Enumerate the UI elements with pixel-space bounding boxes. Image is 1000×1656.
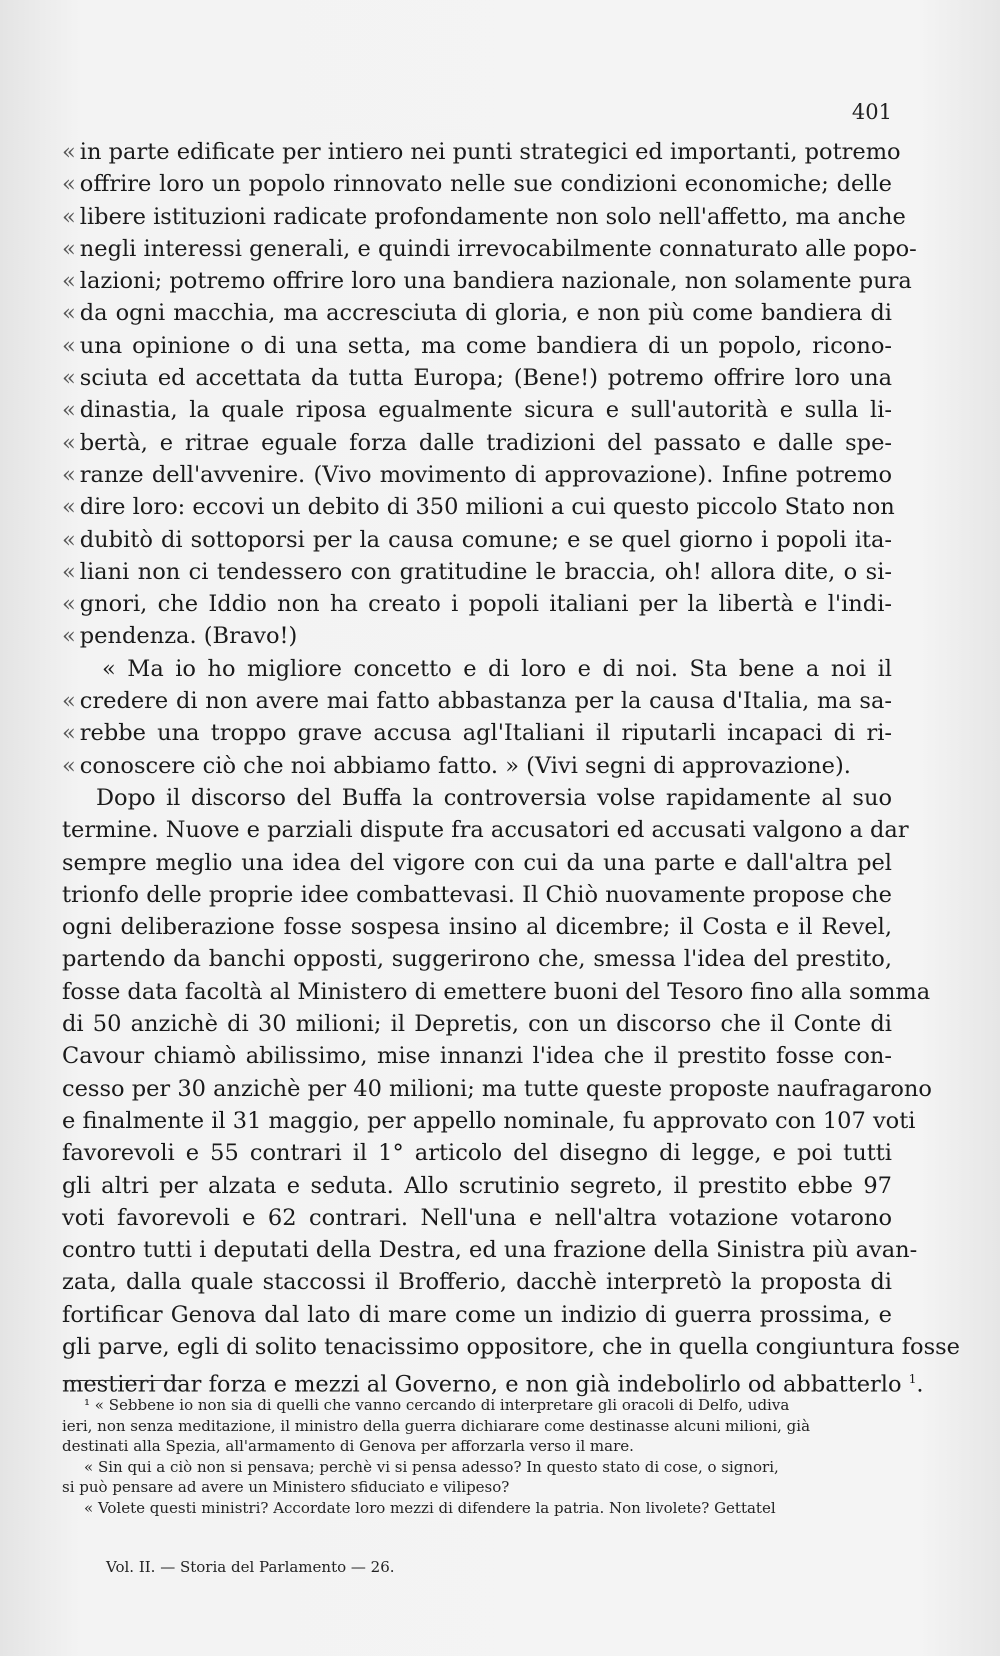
- text-line: fosse data facoltà al Ministero di emettere buoni del Tesoro fino alla somma: [62, 978, 931, 1005]
- text-line: contro tutti i deputati della Destra, ed una frazione della Sinistra più avan-: [62, 1237, 918, 1264]
- text-line: « negli interessi generali, e quindi irrevocabilmente connaturato alle popo-: [62, 235, 917, 262]
- text-line: di 50 anzichè di 30 milioni; il Depretis, con un discorso che il Conte di: [62, 1011, 892, 1038]
- text-line: cesso per 30 anzichè per 40 milioni; ma tutte queste proposte naufragarono: [62, 1075, 932, 1102]
- footnote-marker: 1: [908, 1372, 917, 1387]
- text-line: « lazioni; potremo offrire loro una bandiera nazionale, non solamente pura: [62, 268, 912, 295]
- text-line: « rebbe una troppo grave accusa agl'Italiani il riputarli incapaci di ri-: [62, 720, 892, 747]
- text-line: « gnori, che Iddio non ha creato i popoli italiani per la libertà e l'indi-: [62, 591, 892, 618]
- text-line: « dire loro: eccovi un debito di 350 milioni a cui questo piccolo Stato non: [62, 494, 895, 521]
- page-number: 401: [851, 100, 892, 124]
- footnote-line: « Volete questi ministri? Accordate loro mezzi di difendere la patria. Non livolete? Gettatel: [84, 1498, 776, 1517]
- text-line: « dubitò di sottoporsi per la causa comune; e se quel giorno i popoli ita-: [62, 526, 892, 553]
- text-line: gli parve, egli di solito tenacissimo oppositore, che in quella congiuntura fosse: [62, 1333, 961, 1360]
- text-line: « da ogni macchia, ma accresciuta di gloria, e non più come bandiera di: [62, 300, 892, 327]
- footnote-line: si può pensare ad avere un Ministero sfiduciato e vilipeso?: [62, 1478, 510, 1496]
- text-line: « ranze dell'avvenire. (Vivo movimento di approvazione). Infine potremo: [62, 461, 892, 488]
- text-line: mestieri dar forza e mezzi al Governo, e non già indebolirlo od abbatterlo $^1$.: [62, 1371, 924, 1398]
- main-text: [62, 136, 961, 1401]
- text-line: « dinastia, la quale riposa egualmente sicura e sull'autorità e sulla li-: [62, 397, 892, 424]
- text-line: « pendenza. (Bravo!): [62, 623, 298, 650]
- text-line: « in parte edificate per intiero nei punti strategici ed importanti, potremo: [62, 139, 901, 165]
- footnote-line: ¹ « Sebbene io non sia di quelli che vanno cercando di interpretare gli oracoli di Delfo, udiva: [84, 1396, 790, 1414]
- text-line: sempre meglio una idea del vigore con cui da una parte e dall'altra pel: [62, 849, 892, 876]
- text-line: partendo da banchi opposti, suggerirono che, smessa l'idea del prestito,: [62, 946, 892, 973]
- text-line: fortificar Genova dal lato di mare come un indizio di guerra prossima, e: [62, 1301, 892, 1328]
- text-line: « bertà, e ritrae eguale forza dalle tradizioni del passato e dalle spe-: [62, 429, 892, 456]
- footnote-line: « Sin qui a ciò non si pensava; perchè vi si pensa adesso? In questo stato di cose, o signori,: [84, 1457, 779, 1476]
- text-line: « sciuta ed accettata da tutta Europa; (Bene!) potremo offrire loro una: [62, 365, 892, 392]
- volume-signature: Vol. II. — Storia del Parlamento — 26.: [106, 1558, 395, 1576]
- text-line: « una opinione o di una setta, ma come bandiera di un popolo, ricono-: [62, 332, 892, 359]
- text-line: « offrire loro un popolo rinnovato nelle sue condizioni economiche; delle: [62, 171, 892, 198]
- text-line: trionfo delle proprie idee combattevasi. Il Chiò nuovamente propose che: [62, 881, 892, 908]
- text-line: « libere istituzioni radicate profondamente non solo nell'affetto, ma anche: [62, 203, 906, 230]
- text-line: Dopo il discorso del Buffa la controversia volse rapidamente al suo: [96, 784, 892, 811]
- footnote-divider: [64, 1380, 184, 1381]
- footnotes: [62, 1395, 892, 1518]
- footnote-line: ieri, non senza meditazione, il ministro della guerra dichiarare come destinasse alcuni milioni, già: [62, 1416, 811, 1435]
- footnote-line: destinati alla Spezia, all'armamento di Genova per afforzarla verso il mare.: [62, 1437, 634, 1455]
- text-line: favorevoli e 55 contrari il 1° articolo del disegno di legge, e poi tutti: [62, 1140, 892, 1167]
- text-line: gli altri per alzata e seduta. Allo scrutinio segreto, il prestito ebbe 97: [62, 1172, 892, 1199]
- text-line: zata, dalla quale staccossi il Brofferio, dacchè interpretò la proposta di: [62, 1269, 892, 1296]
- text-line: ogni deliberazione fosse sospesa insino al dicembre; il Costa e il Revel,: [62, 914, 892, 941]
- text-line: termine. Nuove e parziali dispute fra accusatori ed accusati valgono a dar: [62, 817, 909, 844]
- text-line: Cavour chiamò abilissimo, mise innanzi l'idea che il prestito fosse con-: [62, 1043, 892, 1070]
- text-line: « Ma io ho migliore concetto e di loro e di noi. Sta bene a noi il: [102, 655, 892, 682]
- text-line: e finalmente il 31 maggio, per appello nominale, fu approvato con 107 voti: [62, 1107, 916, 1134]
- text-line: « conoscere ciò che noi abbiamo fatto. » (Vivi segni di approvazione).: [62, 752, 851, 779]
- text-line: « credere di non avere mai fatto abbastanza per la causa d'Italia, ma sa-: [62, 688, 892, 715]
- text-line: voti favorevoli e 62 contrari. Nell'una e nell'altra votazione votarono: [62, 1204, 892, 1231]
- text-line: « liani non ci tendessero con gratitudine le braccia, oh! allora dite, o si-: [62, 558, 892, 585]
